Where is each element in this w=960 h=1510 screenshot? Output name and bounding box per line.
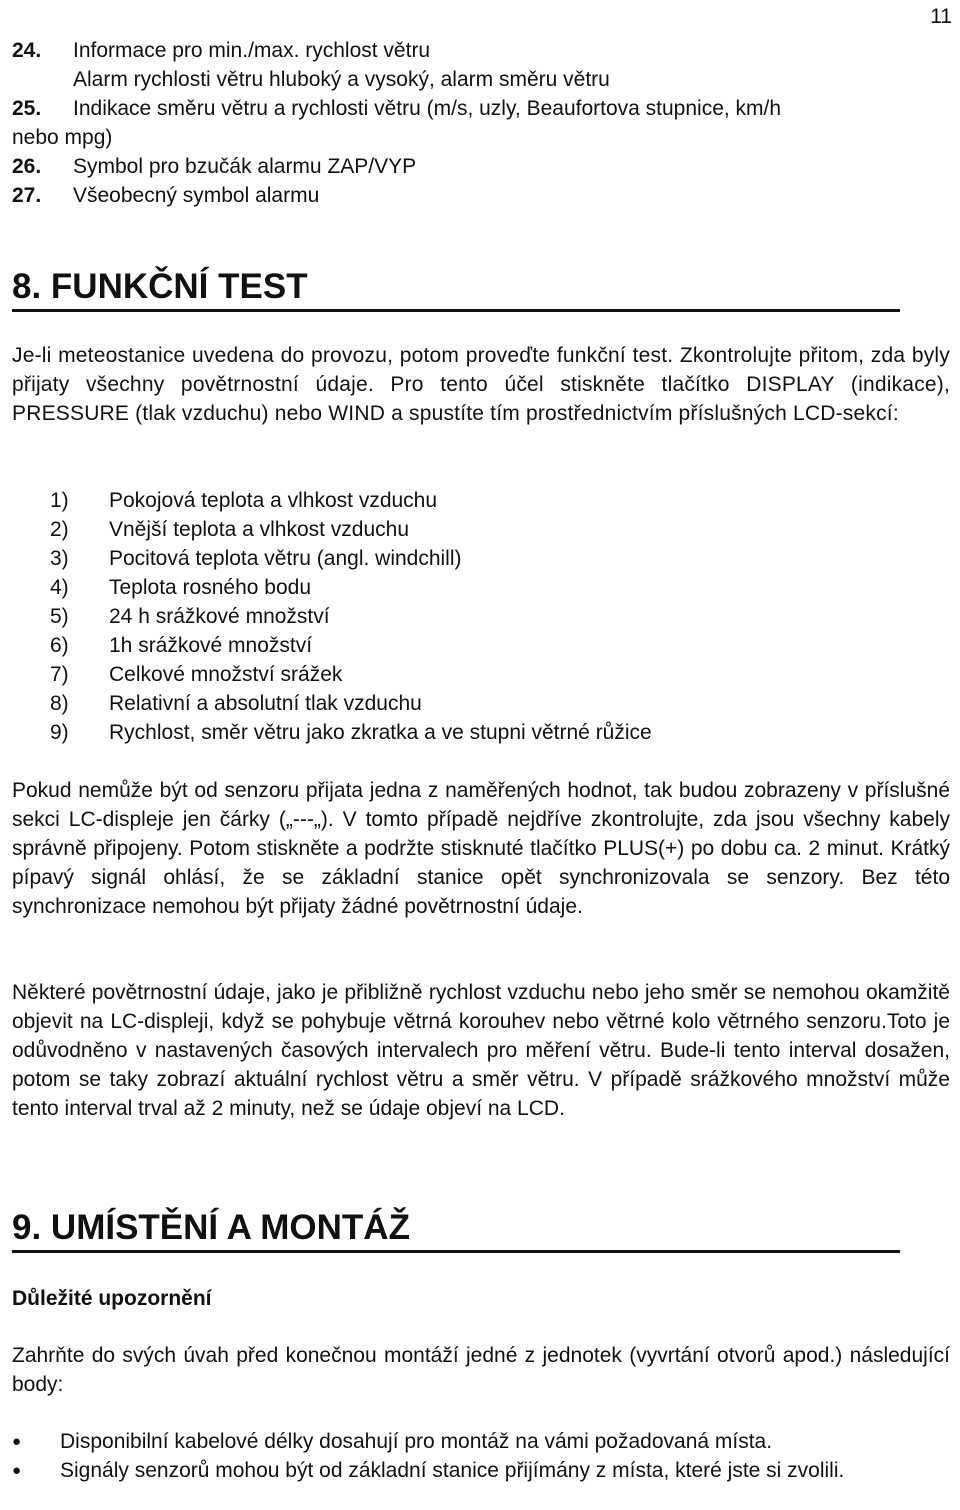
page-number: 11 <box>930 5 952 28</box>
bullet-text: Signály senzorů mohou být od základní stanice přijímány z místa, které jste si zvolili. <box>60 1459 845 1482</box>
step-text: Rychlost, směr větru jako zkratka a ve stupni větrné růžice <box>109 721 652 744</box>
list-item-number: 27. <box>12 184 42 207</box>
step-number: 5) <box>50 605 69 628</box>
list-item <box>12 1456 960 1485</box>
step-text: 24 h srážkové množství <box>109 605 330 628</box>
missing-values-paragraph: Pokud nemůže být od senzoru přijata jedna z naměřených hodnot, tak budou zobrazeny v příslušné sekci LC-displeje jen čárky („---„). V tomto případě nejdříve zkontrolujte, zda jsou všechny kabely správně připojeny. Potom stiskněte a podržte stisknuté tlačítko PLUS(+) po dobu ca. 2 minut. Krátký pípavý signál ohlásí, že se základní stanice opět synchronizovala se senzory. Bez této synchronizace nemohou být přijaty žádné povětrnostní údaje. <box>12 779 950 918</box>
bullet-list <box>12 1427 960 1485</box>
mounting-intro: Zahrňte do svých úvah před konečnou montáží jedné z jednotek (vyvrtání otvorů apod.) následující body: <box>12 1344 950 1396</box>
step-text: Teplota rosného bodu <box>109 576 311 599</box>
list-item <box>50 631 950 660</box>
list-item-text <box>73 94 958 123</box>
bullet-icon: ● <box>12 1462 22 1479</box>
step-text: Pokojová teplota a vlhkost vzduchu <box>109 489 438 512</box>
step-text: Vnější teplota a vlhkost vzduchu <box>109 518 410 541</box>
step-number: 3) <box>50 547 69 570</box>
step-text: Relativní a absolutní tlak vzduchu <box>109 692 422 715</box>
list-item <box>50 544 950 573</box>
list-item <box>50 486 950 515</box>
list-item-line: Indikace směru větru a rychlosti větru (m/s, uzly, Beaufortova stupnice, km/h <box>73 97 782 120</box>
list-item-number: 26. <box>12 155 42 178</box>
lcd-sections-list <box>50 486 950 747</box>
list-item <box>50 602 950 631</box>
list-item <box>12 1427 960 1456</box>
list-item <box>12 94 958 123</box>
list-item <box>12 36 958 94</box>
bullet-icon: ● <box>12 1433 22 1450</box>
list-item-line: Symbol pro bzučák alarmu ZAP/VYP <box>73 155 417 178</box>
list-item <box>12 152 958 181</box>
important-notice-heading: Důležité upozornění <box>12 1287 212 1310</box>
wind-data-paragraph: Některé povětrnostní údaje, jako je přibližně rychlost vzduchu nebo jeho směr se nemohou okamžitě objevit na LC-displeji, když se pohybuje větrná korouhev nebo větrné kolo větrného senzoru.Toto je odůvodněno v nastavených časových intervalech pro měření větru. Bude-li tento interval dosažen, potom se taky zobrazí aktuální rychlost větru a směr větru. V případě srážkového množství může tento interval trval až 2 minuty, než se údaje objeví na LCD. <box>12 981 950 1120</box>
list-item-line: nebo mpg) <box>12 126 113 149</box>
section-9-heading: 9. UMÍSTĚNÍ A MONTÁŽ <box>12 1208 900 1253</box>
list-item <box>50 515 950 544</box>
step-number: 9) <box>50 721 69 744</box>
bullet-text: Disponibilní kabelové délky dosahují pro montáž na vámi požadovaná místa. <box>60 1430 773 1453</box>
step-number: 1) <box>50 489 69 512</box>
list-item <box>12 181 958 210</box>
list-item-number: 25. <box>12 97 42 120</box>
list-item <box>50 718 950 747</box>
step-text: Pocitová teplota větru (angl. windchill) <box>109 547 462 570</box>
numbered-list <box>12 36 958 210</box>
step-text: 1h srážkové množství <box>109 634 313 657</box>
section-8-heading: 8. FUNKČNÍ TEST <box>12 267 900 312</box>
list-item-line: Alarm rychlosti větru hluboký a vysoký, alarm směru větru <box>73 68 610 91</box>
list-item-continuation <box>12 123 958 152</box>
list-item-number: 24. <box>12 39 42 62</box>
step-text: Celkové množství srážek <box>109 663 343 686</box>
step-number: 2) <box>50 518 69 541</box>
list-item <box>50 689 950 718</box>
list-item-text <box>73 36 958 94</box>
step-number: 4) <box>50 576 69 599</box>
step-number: 8) <box>50 692 69 715</box>
list-item <box>50 660 950 689</box>
step-number: 7) <box>50 663 69 686</box>
functional-test-intro: Je-li meteostanice uvedena do provozu, potom proveďte funkční test. Zkontrolujte přitom, zda byly přijaty všechny povětrnostní údaje. Pro tento účel stiskněte tlačítko DISPLAY (indikace), PRESSURE (tlak vzduchu) nebo WIND a spustíte tím prostřednictvím příslušných LCD-sekcí: <box>12 344 950 425</box>
list-item-line: Informace pro min./max. rychlost větru <box>73 39 431 62</box>
list-item <box>50 573 950 602</box>
step-number: 6) <box>50 634 69 657</box>
list-item-line: Všeobecný symbol alarmu <box>73 184 320 207</box>
